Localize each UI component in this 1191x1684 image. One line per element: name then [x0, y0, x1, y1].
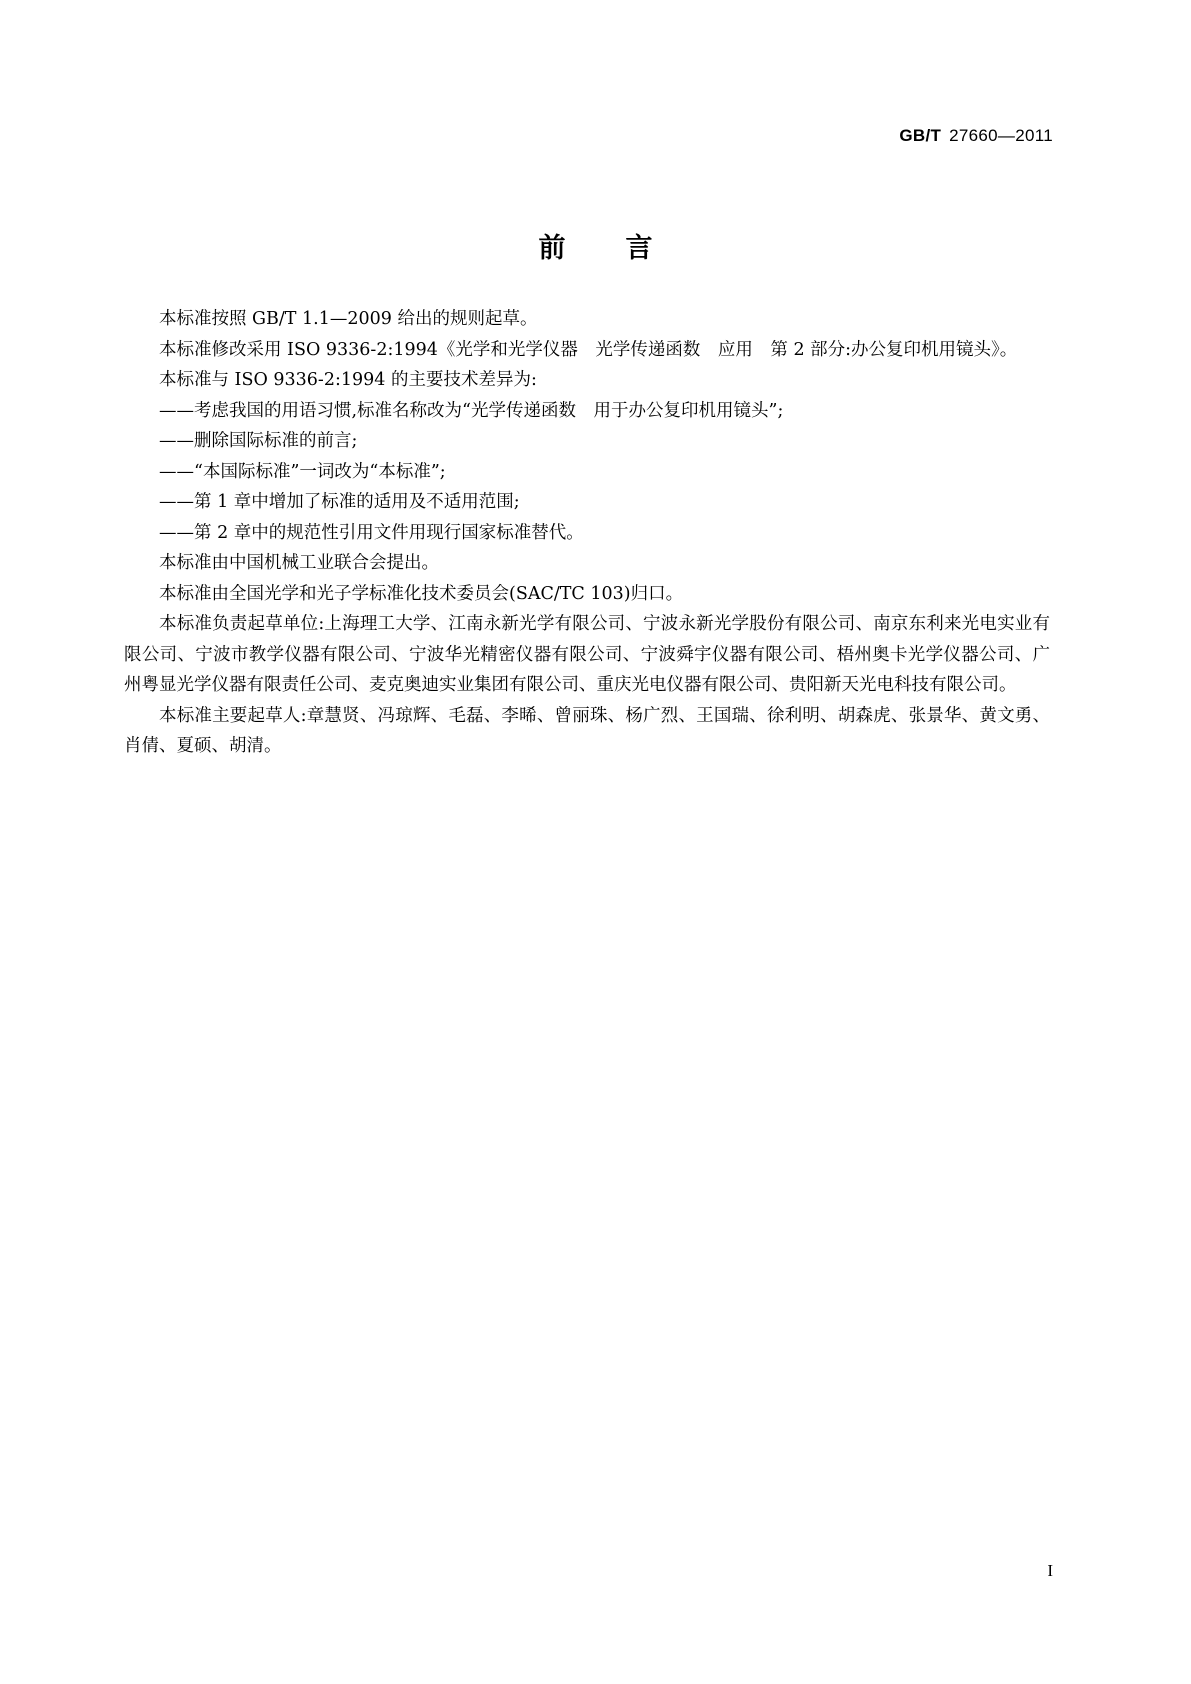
difference-item: ——“本国际标准”一词改为“本标准”; [159, 461, 446, 482]
difference-item: ——第 2 章中的规范性引用文件用现行国家标准替代。 [159, 522, 584, 543]
paragraph-proposer: 本标准由中国机械工业联合会提出。 [159, 553, 439, 573]
page-number: I [1047, 1561, 1053, 1580]
foreword-body [124, 304, 1050, 762]
paragraph-drafters: 本标准主要起草人:章慧贤、冯琼辉、毛磊、李晞、曾丽珠、杨广烈、王国瑞、徐利明、胡森虎、张景华、黄文勇、肖倩、夏硕、胡清。 [124, 705, 1050, 756]
difference-item: ——第 1 章中增加了标准的适用及不适用范围; [159, 492, 520, 512]
difference-item: ——考虑我国的用语习惯,标准名称改为“光学传递函数 用于办公复印机用镜头”; [159, 400, 784, 421]
paragraph-adoption: 本标准修改采用 ISO 9336-2:1994《光学和光学仪器 光学传递函数 应用 第 2 部分:办公复印机用镜头》。 [159, 339, 1018, 360]
paragraph-differences-intro: 本标准与 ISO 9336-2:1994 的主要技术差异为: [159, 370, 537, 390]
standard-code-prefix: GB/T [899, 126, 942, 145]
standard-code-number: 27660—2011 [949, 126, 1053, 145]
paragraph-technical-committee: 本标准由全国光学和光子学标准化技术委员会(SAC/TC 103)归口。 [159, 583, 684, 604]
page-title: 前言 [538, 233, 713, 264]
difference-item: ——删除国际标准的前言; [159, 431, 358, 451]
paragraph-drafting-units: 本标准负责起草单位:上海理工大学、江南永新光学有限公司、宁波永新光学股份有限公司、南京东利来光电实业有限公司、宁波市教学仪器有限公司、宁波华光精密仪器有限公司、宁波舜宇仪器有限公司、梧州奥卡光学仪器公司、广州粤显光学仪器有限责任公司、麦克奥迪实业集团有限公司、重庆光电仪器有限公司、贵阳新天光电科技有限公司。 [124, 614, 1050, 695]
paragraph-drafting-rules: 本标准按照 GB/T 1.1—2009 给出的规则起草。 [159, 309, 538, 329]
standard-code [899, 126, 1053, 146]
